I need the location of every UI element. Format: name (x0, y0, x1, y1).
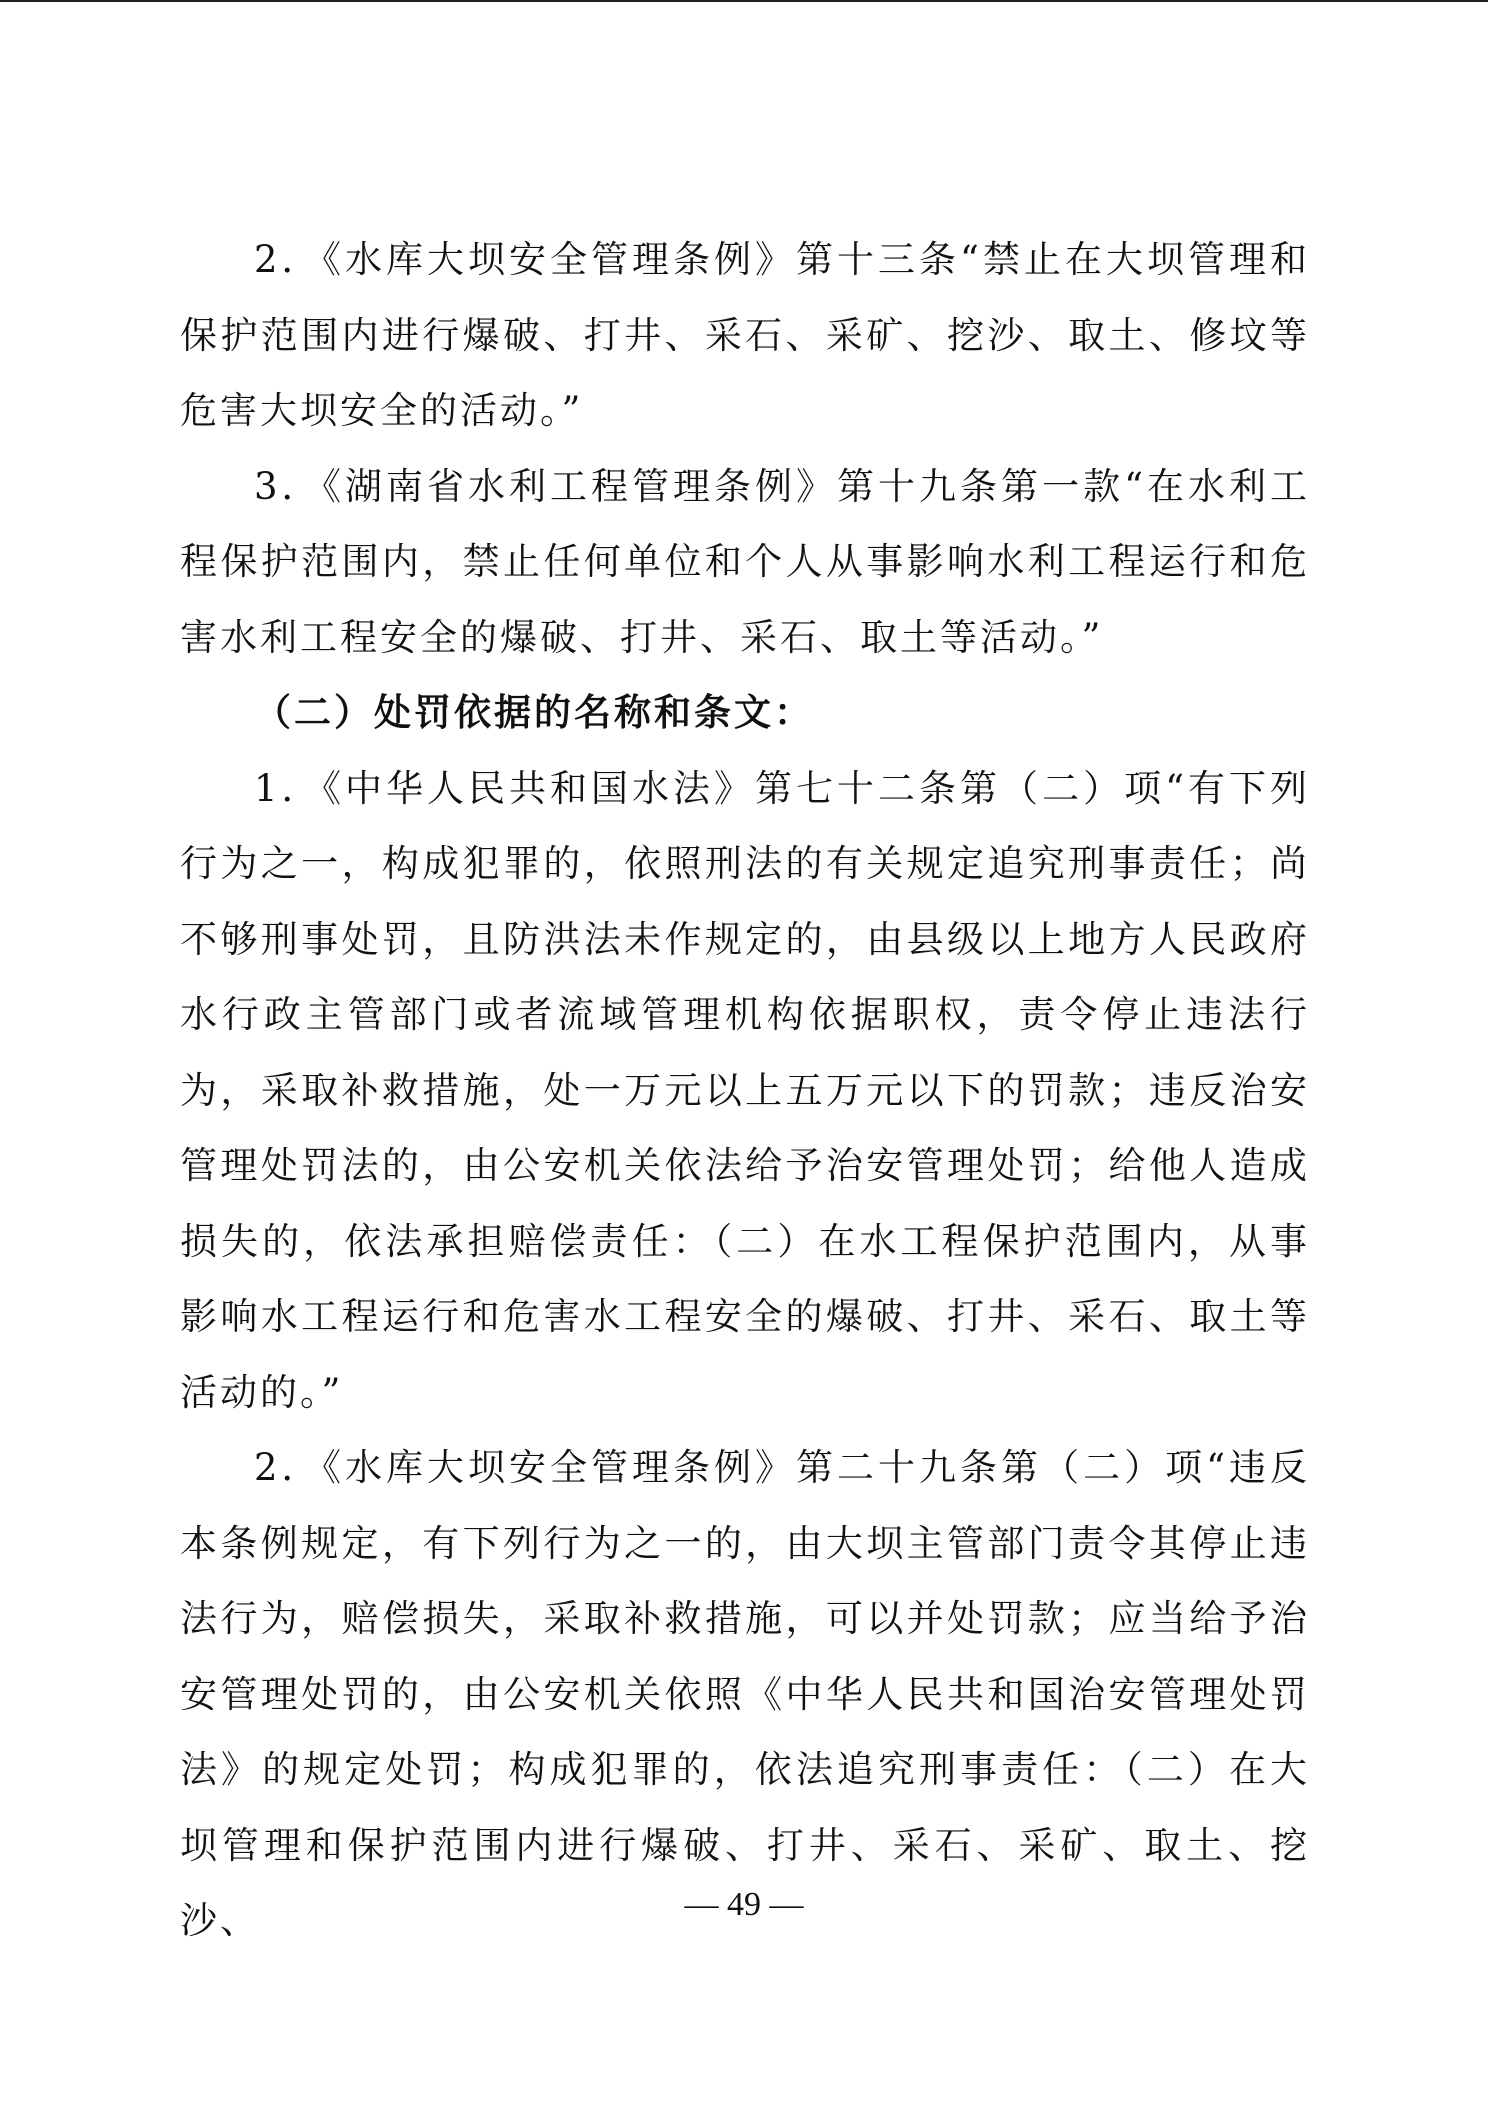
section-heading-penalty-basis: （二）处罚依据的名称和条文： (254, 690, 814, 734)
page-top-border (0, 0, 1488, 2)
paragraph-reservoir-dam-article-13: 2．《水库大坝安全管理条例》第十三条“禁止在大坝管理和保护范围内进行爆破、打井、采石、采矿、挖沙、取土、修坟等危害大坝安全的活动。” (180, 238, 1310, 432)
paragraph-hunan-water-conservancy-article-19: 3．《湖南省水利工程管理条例》第十九条第一款“在水利工程保护范围内，禁止任何单位和个人从事影响水利工程运行和危害水利工程安全的爆破、打井、采石、取土等活动。” (180, 464, 1310, 659)
document-body (180, 222, 1310, 1959)
paragraph-water-law-article-72: 1．《中华人民共和国水法》第七十二条第（二）项“有下列行为之一，构成犯罪的，依照刑法的有关规定追究刑事责任；尚不够刑事处罚，且防洪法未作规定的，由县级以上地方人民政府水行政主管部门或者流域管理机构依据职权，责令停止违法行为，采取补救措施，处一万元以上五万元以下的罚款；违反治安管理处罚法的，由公安机关依法给予治安管理处罚；给他人造成损失的，依法承担赔偿责任：（二）在水工程保护范围内，从事影响水工程运行和危害水工程安全的爆破、打井、采石、取土等活动的。” (180, 766, 1310, 1414)
paragraph-reservoir-dam-article-29: 2．《水库大坝安全管理条例》第二十九条第（二）项“违反本条例规定，有下列行为之一的，由大坝主管部门责令其停止违法行为，赔偿损失，采取补救措施，可以并处罚款；应当给予治安管理处罚的，由公安机关依照《中华人民共和国治安管理处罚法》的规定处罚；构成犯罪的，依法追究刑事责任：（二）在大坝管理和保护范围内进行爆破、打井、采石、采矿、取土、挖沙、 (180, 1446, 1310, 1942)
page-number: — 49 — (684, 1886, 804, 1923)
